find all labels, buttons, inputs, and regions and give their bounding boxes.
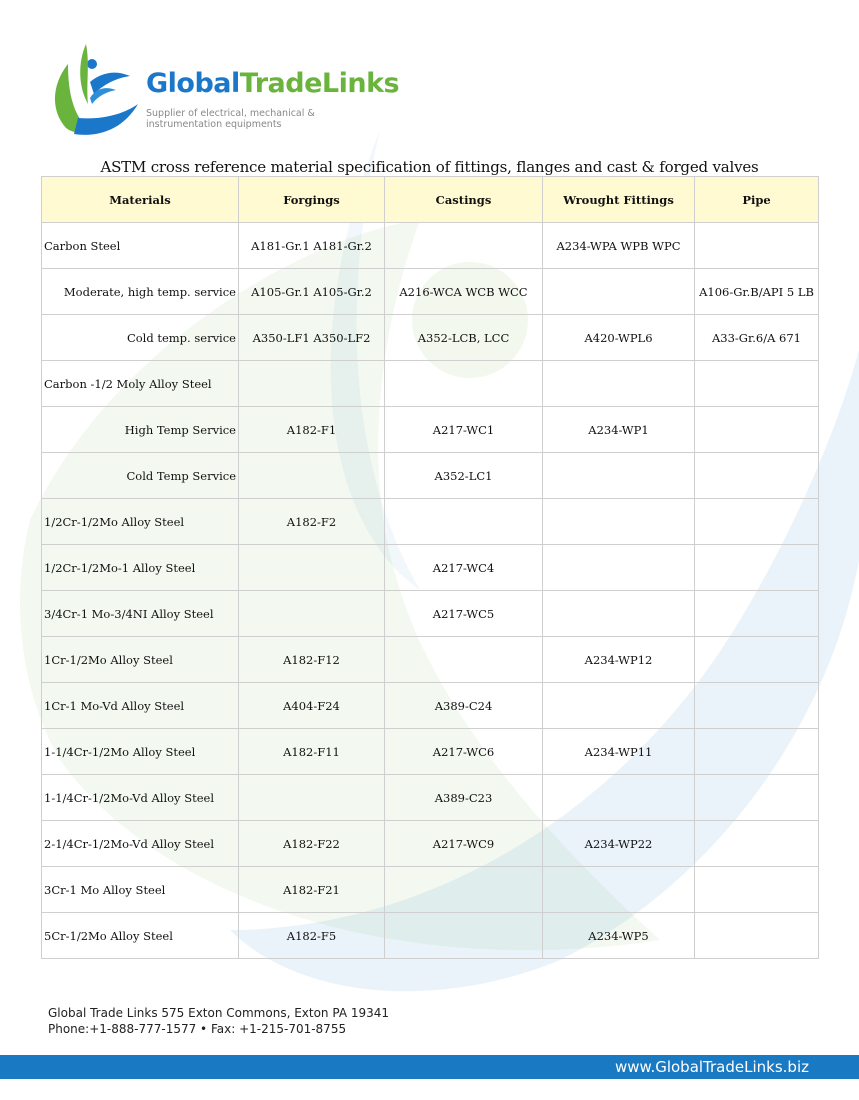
cell-wrought-fittings: A234-WP22 [543, 821, 695, 867]
cell-material: 3/4Cr-1 Mo-3/4NI Alloy Steel [42, 591, 239, 637]
logo-word-tradelinks: TradeLinks [239, 68, 400, 99]
cell-forgings: A181-Gr.1 A181-Gr.2 [239, 223, 385, 269]
cell-wrought-fittings [543, 361, 695, 407]
cell-wrought-fittings: A234-WP5 [543, 913, 695, 959]
footer-contact-block [48, 1005, 389, 1037]
cell-material: 1/2Cr-1/2Mo-1 Alloy Steel [42, 545, 239, 591]
cell-wrought-fittings: A234-WP11 [543, 729, 695, 775]
logo-word-global: Global [146, 68, 240, 99]
cell-wrought-fittings: A234-WP12 [543, 637, 695, 683]
cell-castings: A389-C24 [385, 683, 543, 729]
cell-wrought-fittings: A234-WP1 [543, 407, 695, 453]
cell-material: 1Cr-1/2Mo Alloy Steel [42, 637, 239, 683]
cell-pipe: A106-Gr.B/API 5 LB [695, 269, 819, 315]
cell-castings: A217-WC4 [385, 545, 543, 591]
cell-pipe [695, 775, 819, 821]
table-row [42, 545, 819, 591]
cell-forgings: A182-F1 [239, 407, 385, 453]
cell-castings: A217-WC1 [385, 407, 543, 453]
cell-pipe [695, 729, 819, 775]
table-row [42, 775, 819, 821]
cell-material: Cold temp. service [42, 315, 239, 361]
table-row [42, 223, 819, 269]
cell-castings: A217-WC9 [385, 821, 543, 867]
cell-wrought-fittings: A420-WPL6 [543, 315, 695, 361]
material-spec-table [41, 176, 819, 959]
cell-castings [385, 913, 543, 959]
table-row [42, 269, 819, 315]
cell-castings: A352-LCB, LCC [385, 315, 543, 361]
cell-forgings: A182-F12 [239, 637, 385, 683]
cell-material: Carbon -1/2 Moly Alloy Steel [42, 361, 239, 407]
header-pipe: Pipe [695, 177, 819, 223]
logo-mark-icon [50, 42, 142, 137]
header-castings: Castings [385, 177, 543, 223]
cell-pipe [695, 867, 819, 913]
table-row [42, 407, 819, 453]
cell-pipe [695, 545, 819, 591]
cell-forgings: A182-F11 [239, 729, 385, 775]
cell-castings [385, 223, 543, 269]
cell-forgings [239, 545, 385, 591]
cell-material: 3Cr-1 Mo Alloy Steel [42, 867, 239, 913]
table-row [42, 637, 819, 683]
cell-wrought-fittings [543, 453, 695, 499]
table-row [42, 729, 819, 775]
document-title: ASTM cross reference material specification of fittings, flanges and cast & forged valves [100, 158, 759, 176]
cell-material: Moderate, high temp. service [42, 269, 239, 315]
logo-tagline: Supplier of electrical, mechanical & instrumentation equipments [146, 108, 315, 130]
cell-wrought-fittings [543, 499, 695, 545]
cell-castings: A389-C23 [385, 775, 543, 821]
cell-wrought-fittings [543, 269, 695, 315]
table-header-row [42, 177, 819, 223]
cell-material: 5Cr-1/2Mo Alloy Steel [42, 913, 239, 959]
cell-material: Cold Temp Service [42, 453, 239, 499]
cell-pipe [695, 821, 819, 867]
table-row [42, 499, 819, 545]
cell-pipe [695, 223, 819, 269]
cell-material: 1-1/4Cr-1/2Mo-Vd Alloy Steel [42, 775, 239, 821]
cell-forgings [239, 591, 385, 637]
cell-castings: A217-WC5 [385, 591, 543, 637]
table-row [42, 683, 819, 729]
cell-material: 1Cr-1 Mo-Vd Alloy Steel [42, 683, 239, 729]
footer-bar [0, 1055, 859, 1079]
cell-forgings [239, 453, 385, 499]
footer-phone-fax: Phone:+1-888-777-1577 • Fax: +1-215-701-8755 [48, 1022, 347, 1036]
company-logo [50, 42, 400, 137]
cell-pipe [695, 637, 819, 683]
cell-forgings: A105-Gr.1 A105-Gr.2 [239, 269, 385, 315]
cell-wrought-fittings: A234-WPA WPB WPC [543, 223, 695, 269]
cell-material: 1/2Cr-1/2Mo Alloy Steel [42, 499, 239, 545]
footer-website-link[interactable]: www.GlobalTradeLinks.biz [615, 1058, 809, 1076]
cell-pipe [695, 499, 819, 545]
cell-forgings: A182-F2 [239, 499, 385, 545]
table-row [42, 361, 819, 407]
cell-forgings [239, 775, 385, 821]
cell-forgings: A182-F21 [239, 867, 385, 913]
cell-pipe [695, 591, 819, 637]
cell-wrought-fittings [543, 867, 695, 913]
cell-castings [385, 867, 543, 913]
cell-castings: A352-LC1 [385, 453, 543, 499]
header-materials: Materials [42, 177, 239, 223]
cell-castings [385, 637, 543, 683]
cell-castings: A217-WC6 [385, 729, 543, 775]
cell-material: 2-1/4Cr-1/2Mo-Vd Alloy Steel [42, 821, 239, 867]
cell-forgings: A182-F5 [239, 913, 385, 959]
cell-material: Carbon Steel [42, 223, 239, 269]
cell-pipe [695, 407, 819, 453]
table-row [42, 453, 819, 499]
cell-pipe: A33-Gr.6/A 671 [695, 315, 819, 361]
cell-wrought-fittings [543, 545, 695, 591]
cell-material: 1-1/4Cr-1/2Mo Alloy Steel [42, 729, 239, 775]
cell-pipe [695, 683, 819, 729]
cell-forgings: A404-F24 [239, 683, 385, 729]
cell-pipe [695, 361, 819, 407]
cell-wrought-fittings [543, 683, 695, 729]
header-wrought-fittings: Wrought Fittings [543, 177, 695, 223]
cell-forgings [239, 361, 385, 407]
cell-wrought-fittings [543, 775, 695, 821]
cell-pipe [695, 913, 819, 959]
cell-castings [385, 361, 543, 407]
table-row [42, 913, 819, 959]
table-row [42, 591, 819, 637]
cell-material: High Temp Service [42, 407, 239, 453]
table-row [42, 315, 819, 361]
logo-wordmark [146, 68, 399, 99]
footer-address: Global Trade Links 575 Exton Commons, Exton PA 19341 [48, 1006, 390, 1020]
cell-wrought-fittings [543, 591, 695, 637]
header-forgings: Forgings [239, 177, 385, 223]
cell-castings [385, 499, 543, 545]
cell-forgings: A350-LF1 A350-LF2 [239, 315, 385, 361]
cell-pipe [695, 453, 819, 499]
cell-castings: A216-WCA WCB WCC [385, 269, 543, 315]
table-row [42, 867, 819, 913]
table-row [42, 821, 819, 867]
cell-forgings: A182-F22 [239, 821, 385, 867]
table-body [42, 223, 819, 959]
